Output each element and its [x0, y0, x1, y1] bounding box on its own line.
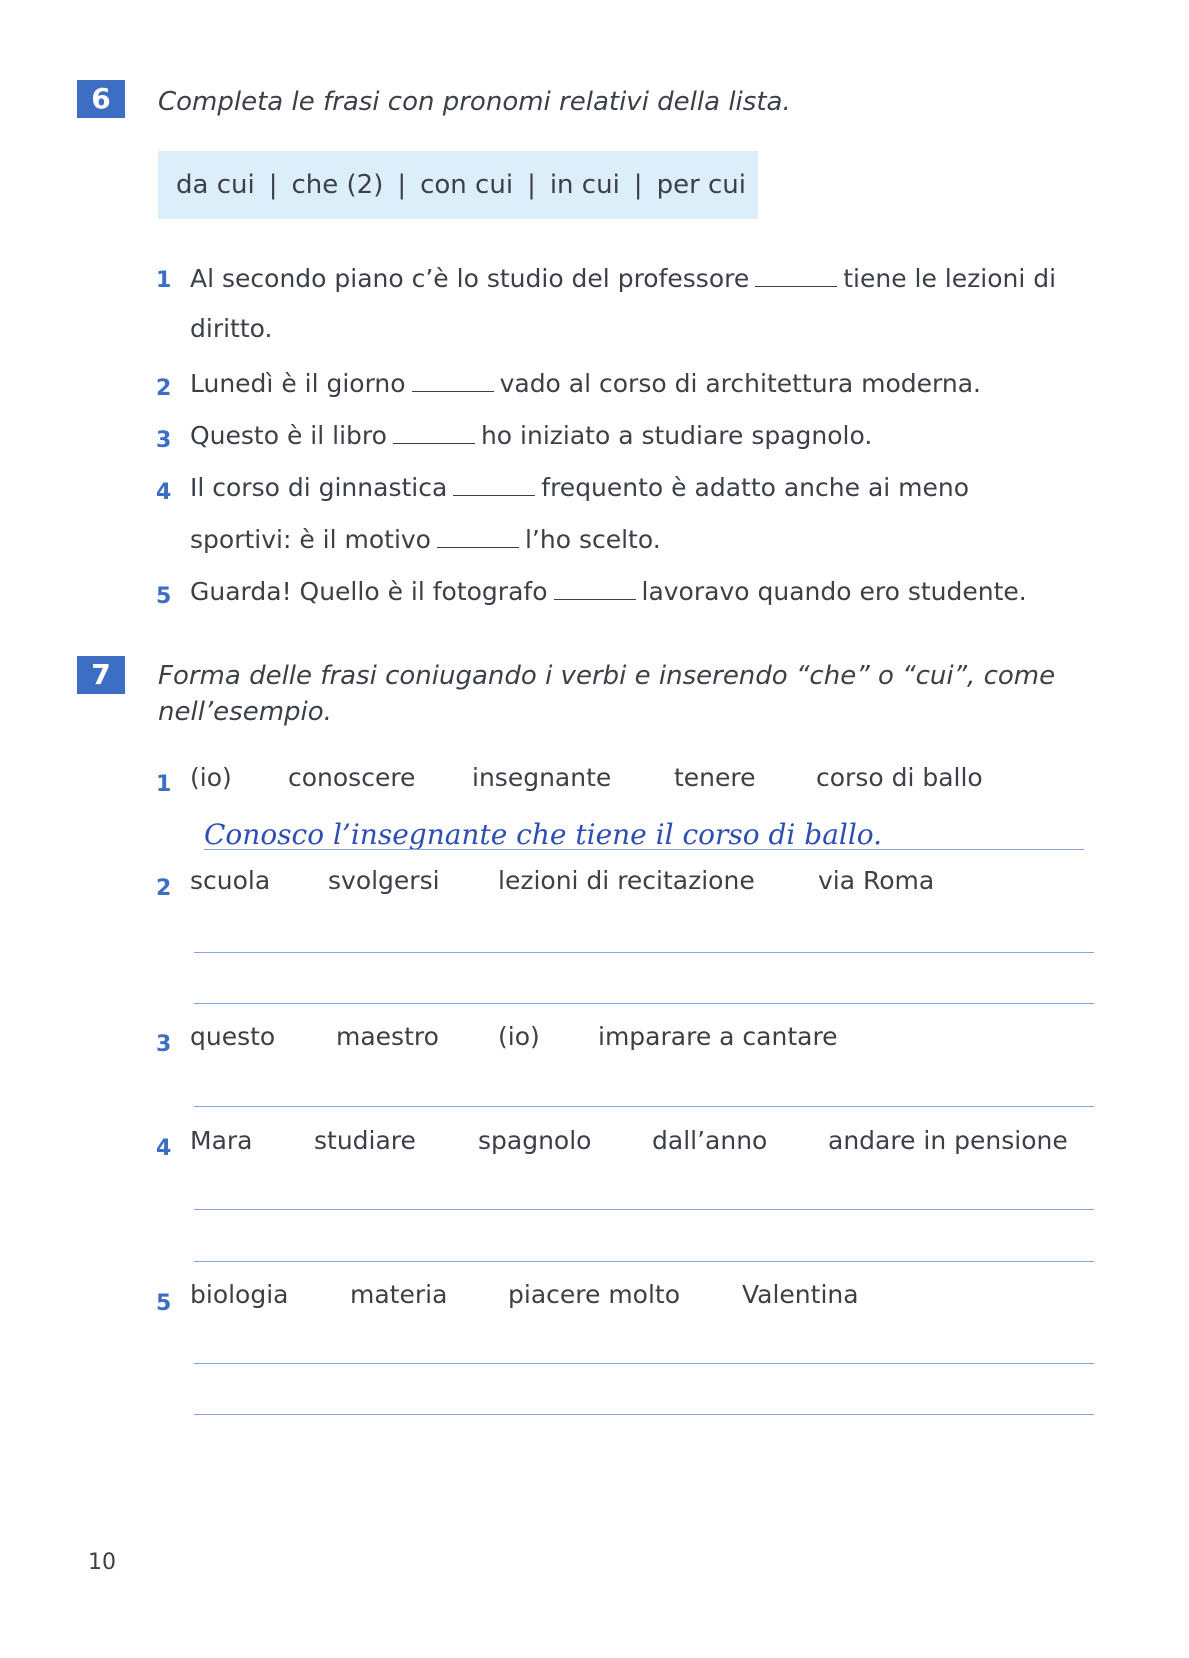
prompt-word: Mara — [190, 1126, 253, 1155]
answer-blank[interactable] — [554, 573, 636, 600]
exercise-7-instruction-line-2: nell’esempio. — [158, 697, 332, 727]
prompt-word: Valentina — [742, 1280, 859, 1309]
answer-line[interactable] — [194, 1209, 1094, 1210]
prompt-word: scuola — [190, 866, 271, 895]
word-option: in cui — [549, 170, 620, 200]
prompt-word: andare in pensione — [828, 1126, 1068, 1155]
sentence-part: vado al corso di architettura moderna. — [499, 369, 981, 398]
page-number: 10 — [88, 1550, 116, 1575]
exercise-6-sentence-1 — [190, 260, 1056, 296]
answer-blank[interactable] — [437, 521, 519, 548]
prompt-word: (io) — [190, 763, 232, 792]
exercise-6-sentence-5 — [190, 573, 1027, 609]
exercise-6-sentence-3 — [190, 417, 872, 453]
prompt-word: dall’anno — [652, 1126, 768, 1155]
sentence-part: Il corso di ginnastica — [190, 473, 448, 502]
answer-blank[interactable] — [453, 469, 535, 496]
sentence-part: lavoravo quando ero studente. — [641, 577, 1027, 606]
prompt-word: studiare — [314, 1126, 416, 1155]
answer-line[interactable] — [194, 1261, 1094, 1262]
prompt-word: biologia — [190, 1280, 289, 1309]
exercise-6-sentence-4 — [190, 469, 969, 505]
item-number: 3 — [156, 428, 172, 453]
prompt-word: via Roma — [818, 866, 935, 895]
item-number: 2 — [156, 876, 172, 901]
separator: | — [268, 170, 278, 200]
answer-line[interactable] — [194, 1363, 1094, 1364]
sentence-part: Al secondo piano c’è lo studio del professore — [190, 264, 750, 293]
sentence-part: Guarda! Quello è il fotografo — [190, 577, 548, 606]
prompt-word: spagnolo — [478, 1126, 592, 1155]
word-option: per cui — [656, 170, 747, 200]
exercise-7-badge: 7 — [77, 656, 125, 694]
example-answer: Conosco l’insegnante che tiene il corso di ballo. — [204, 818, 883, 851]
word-list-box — [158, 151, 758, 219]
sentence-part: l’ho scelto. — [524, 525, 661, 554]
separator: | — [397, 170, 407, 200]
answer-line[interactable] — [204, 849, 1084, 850]
item-number: 5 — [156, 584, 172, 609]
prompt-word: piacere molto — [508, 1280, 681, 1309]
answer-line[interactable] — [194, 1106, 1094, 1107]
answer-line[interactable] — [194, 1003, 1094, 1004]
answer-line[interactable] — [194, 952, 1094, 953]
prompt-word: maestro — [336, 1022, 439, 1051]
word-option: da cui — [176, 170, 255, 200]
prompt-word: corso di ballo — [816, 763, 983, 792]
answer-blank[interactable] — [412, 365, 494, 392]
answer-blank[interactable] — [755, 260, 837, 287]
prompt-word: insegnante — [472, 763, 612, 792]
sentence-part: frequento è adatto anche ai meno — [541, 473, 970, 502]
sentence-continuation: diritto. — [190, 314, 273, 343]
word-option: che (2) — [291, 170, 384, 200]
separator: | — [527, 170, 536, 200]
prompt-word: (io) — [498, 1022, 540, 1051]
item-number: 1 — [156, 772, 172, 797]
answer-blank[interactable] — [393, 417, 475, 444]
sentence-continuation — [190, 521, 661, 557]
sentence-part: sportivi: è il motivo — [190, 525, 431, 554]
word-option: con cui — [420, 170, 514, 200]
sentence-part: tiene le lezioni di — [843, 264, 1057, 293]
exercise-7-instruction-line-1: Forma delle frasi coniugando i verbi e inserendo “che” o “cui”, come — [158, 661, 1056, 691]
separator: | — [633, 170, 643, 200]
item-number: 3 — [156, 1032, 172, 1057]
prompt-word: svolgersi — [328, 866, 440, 895]
item-number: 5 — [156, 1291, 172, 1316]
prompt-word: questo — [190, 1022, 276, 1051]
prompt-word: conoscere — [288, 763, 416, 792]
answer-line[interactable] — [194, 1414, 1094, 1415]
item-number: 2 — [156, 376, 172, 401]
prompt-word: imparare a cantare — [598, 1022, 838, 1051]
exercise-6-sentence-2 — [190, 365, 981, 401]
item-number: 4 — [156, 480, 172, 505]
sentence-part: Questo è il libro — [190, 421, 387, 450]
sentence-part: ho iniziato a studiare spagnolo. — [480, 421, 873, 450]
prompt-word: lezioni di recitazione — [498, 866, 755, 895]
sentence-part: Lunedì è il giorno — [190, 369, 406, 398]
item-number: 1 — [156, 268, 172, 293]
prompt-word: tenere — [674, 763, 756, 792]
exercise-6-badge: 6 — [77, 80, 125, 118]
prompt-word: materia — [350, 1280, 448, 1309]
item-number: 4 — [156, 1136, 172, 1161]
exercise-6-instruction: Completa le frasi con pronomi relativi della lista. — [158, 87, 791, 117]
